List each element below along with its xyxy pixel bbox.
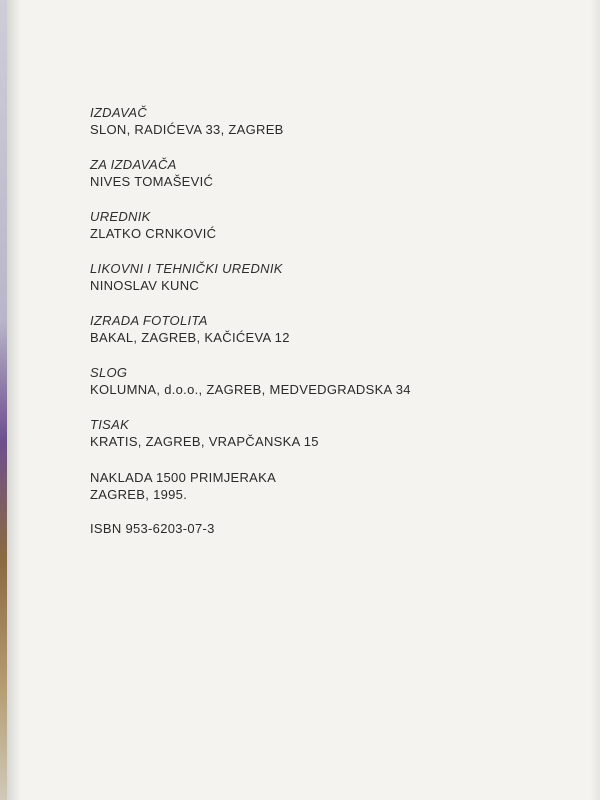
entry-label: IZDAVAČ (90, 105, 148, 120)
colophon-entry-printing (90, 417, 570, 450)
print-run: NAKLADA 1500 PRIMJERAKA (90, 470, 277, 485)
entry-value: KOLUMNA, d.o.o., ZAGREB, MEDVEDGRADSKA 34 (90, 382, 411, 397)
entry-value: BAKAL, ZAGREB, KAČIĆEVA 12 (90, 330, 290, 345)
gutter-shadow (7, 0, 21, 800)
colophon-entry-for-publisher (90, 157, 570, 190)
colophon-entry-typesetting (90, 365, 570, 398)
colophon-entry-photolith (90, 313, 570, 346)
page-edge-shadow (590, 0, 600, 800)
entry-label: TISAK (90, 417, 130, 432)
colophon (90, 105, 570, 554)
entry-value: KRATIS, ZAGREB, VRAPČANSKA 15 (90, 434, 319, 449)
place-year: ZAGREB, 1995. (90, 487, 188, 502)
entry-label: LIKOVNI I TEHNIČKI UREDNIK (90, 261, 283, 276)
entry-value: NIVES TOMAŠEVIĆ (90, 174, 214, 189)
isbn: ISBN 953-6203-07-3 (90, 521, 215, 536)
entry-label: SLOG (90, 365, 128, 380)
entry-value: ZLATKO CRNKOVIĆ (90, 226, 217, 241)
book-spine-edge (0, 0, 7, 800)
entry-value: SLON, RADIĆEVA 33, ZAGREB (90, 122, 284, 137)
print-run-block (90, 469, 570, 503)
entry-label: UREDNIK (90, 209, 151, 224)
colophon-entry-editor (90, 209, 570, 242)
entry-label: ZA IZDAVAČA (90, 157, 177, 172)
colophon-entry-publisher (90, 105, 570, 138)
entry-value: NINOSLAV KUNC (90, 278, 200, 293)
colophon-entry-art-editor (90, 261, 570, 294)
isbn-block (90, 520, 570, 537)
entry-label: IZRADA FOTOLITA (90, 313, 208, 328)
